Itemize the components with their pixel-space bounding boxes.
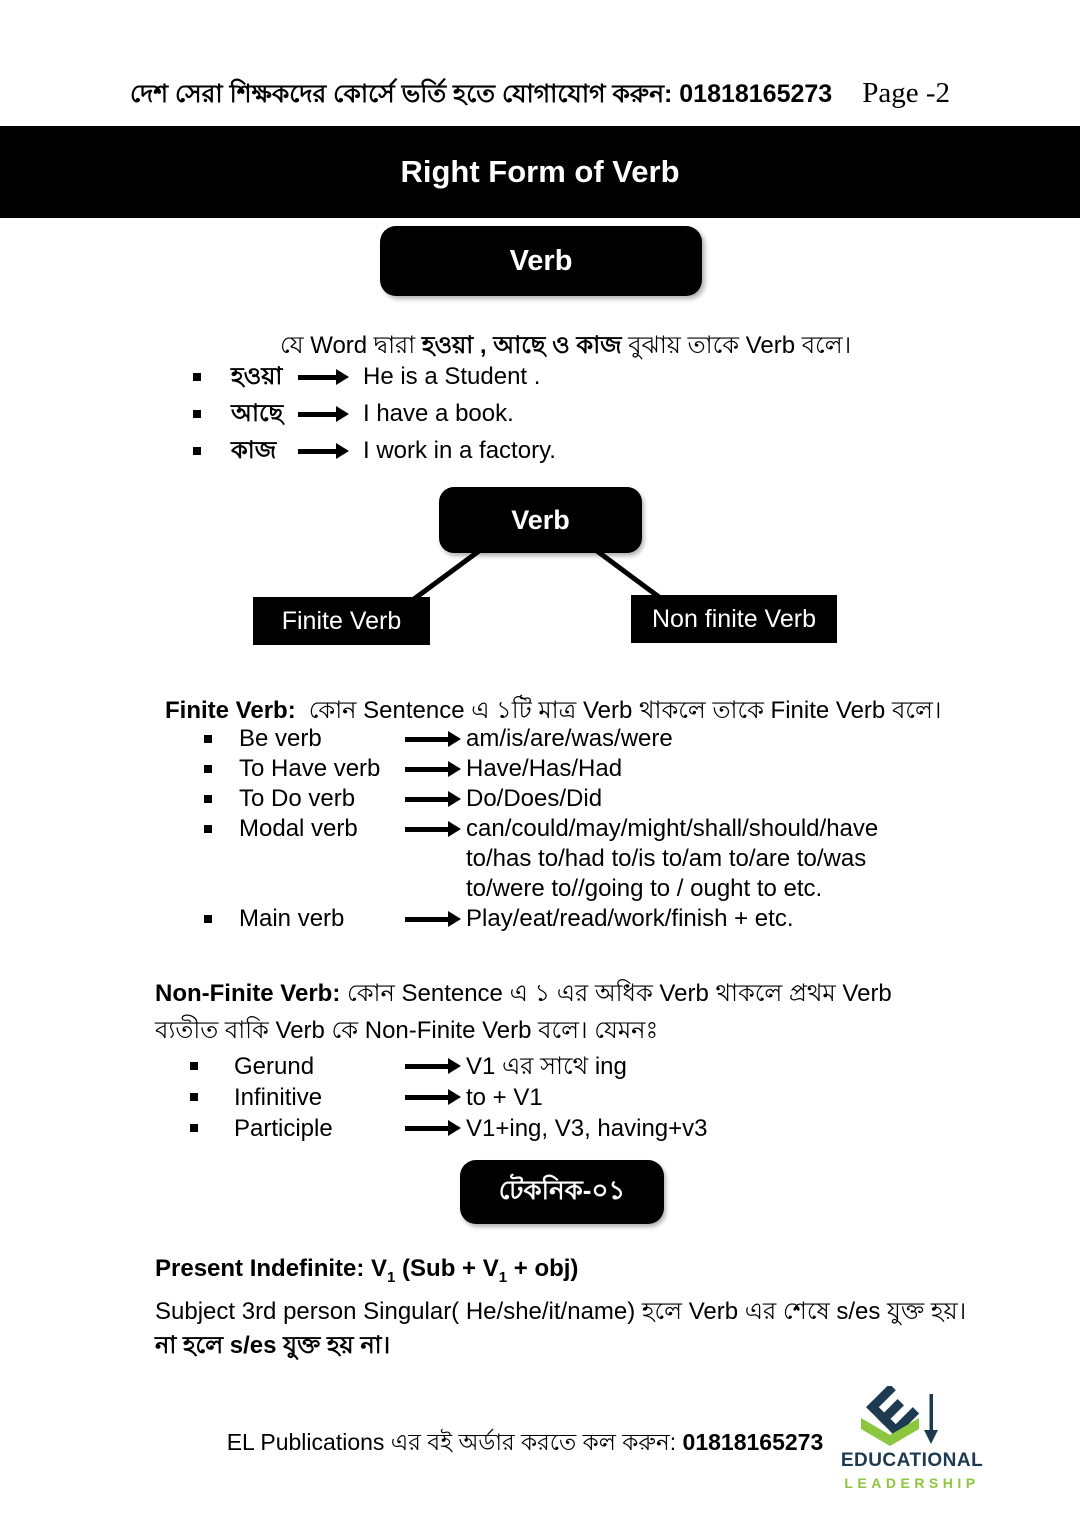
logo-text-educational: EDUCATIONAL — [840, 1450, 984, 1471]
subscript-1: 1 — [498, 1268, 508, 1286]
verb-example-list — [193, 362, 556, 473]
educational-leadership-logo-icon — [837, 1386, 987, 1448]
footer-order-text: EL Publications এর বই অর্ডার করতে কল করুন: — [226, 1429, 683, 1455]
diagram-root-verb-box — [439, 487, 642, 553]
list-item — [204, 784, 974, 814]
heading-text: Present Indefinite: V — [155, 1255, 388, 1282]
finite-verb-description: কোন Sentence এ ১টি মাত্র Verb থাকলে তাকে Finite Verb বলে। — [308, 697, 942, 724]
bullet-square-icon — [204, 915, 212, 923]
nonfinite-verb-heading: Non-Finite Verb: — [155, 980, 341, 1007]
right-arrow-icon — [405, 1064, 449, 1069]
verb-type-value: V1 এর সাথে ing — [466, 1053, 627, 1080]
verb-type-value: Do/Does/Did — [466, 785, 603, 812]
right-arrow-icon — [298, 449, 337, 454]
technique-01-box — [460, 1160, 664, 1224]
example-sentence: I work in a factory. — [363, 437, 556, 464]
page-header — [0, 74, 1080, 117]
header-contact-text: দেশ সেরা শিক্ষকদের কোর্সে ভর্তি হতে যোগাযোগ করুন: 01818165273 — [130, 80, 833, 108]
verb-type-value: Have/Has/Had — [466, 755, 623, 782]
verb-type-value: am/is/are/was/were — [466, 725, 673, 752]
diagram-nonfinite-verb-box — [631, 595, 837, 643]
diagram-finite-label: Finite Verb — [281, 606, 402, 635]
example-term: হওয়া — [231, 363, 283, 390]
verb-type-value: can/could/may/might/shall/should/have to/has to/had to/is to/am to/are to/was to/were to//going to / ought to etc. — [466, 815, 879, 902]
verb-heading-box — [380, 226, 702, 296]
bullet-square-icon — [190, 1124, 198, 1132]
example-term: কাজ — [231, 437, 277, 464]
verb-type-label: Be verb — [239, 725, 322, 752]
list-item — [193, 362, 556, 391]
nonfinite-verb-description: কোন Sentence এ ১ এর অধিক Verb থাকলে প্রথম Verb ব্যতীত বাকি Verb কে Non-Finite Verb বলে। যেমনঃ — [155, 980, 892, 1044]
example-sentence: I have a book. — [363, 400, 514, 427]
list-item — [204, 754, 974, 784]
bullet-square-icon — [193, 373, 201, 381]
verb-type-value: V1+ing, V3, having+v3 — [466, 1115, 708, 1142]
bullet-square-icon — [190, 1062, 198, 1070]
present-indefinite-rule-line: Subject 3rd person Singular( He/she/it/name) হলে Verb এর শেষে s/es যুক্ত হয়। — [155, 1297, 967, 1325]
finite-verb-list — [204, 724, 974, 934]
diagram-root-label: Verb — [511, 504, 570, 535]
subscript-1: 1 — [387, 1268, 396, 1286]
verb-definition-post: বুঝায় তাকে Verb বলে। — [621, 332, 852, 359]
example-sentence: He is a Student . — [363, 363, 541, 390]
footer-phone-number: 01818165273 — [682, 1429, 824, 1455]
right-arrow-icon — [405, 827, 449, 832]
nonfinite-verb-list — [190, 1051, 970, 1144]
page-title: Right Form of Verb — [400, 154, 680, 189]
list-item — [204, 724, 974, 754]
bullet-square-icon — [204, 795, 212, 803]
verb-type-label: Participle — [234, 1115, 333, 1142]
list-item — [190, 1082, 970, 1113]
educational-leadership-logo — [836, 1386, 988, 1491]
list-item — [204, 904, 974, 934]
page-number-label: Page -2 — [862, 77, 950, 109]
right-arrow-icon — [298, 412, 337, 417]
bullet-square-icon — [190, 1093, 198, 1101]
list-item — [193, 436, 556, 465]
bullet-square-icon — [204, 825, 212, 833]
heading-text: (Sub + V — [395, 1255, 499, 1282]
verb-type-label: Modal verb — [239, 815, 358, 842]
present-indefinite-exception-line: না হলে s/es যুক্ত হয় না। — [155, 1331, 391, 1359]
list-item — [204, 814, 974, 904]
diagram-finite-verb-box — [253, 597, 430, 645]
bullet-square-icon — [193, 447, 201, 455]
verb-definition — [280, 327, 851, 367]
right-arrow-icon — [405, 767, 449, 772]
verb-type-label: Gerund — [234, 1053, 315, 1080]
right-arrow-icon — [405, 1095, 449, 1100]
right-arrow-icon — [405, 917, 449, 922]
heading-text: + obj) — [507, 1255, 579, 1282]
verb-type-label: Main verb — [239, 905, 345, 932]
verb-classification-diagram — [0, 487, 1080, 647]
verb-definition-bold: হওয়া , আছে ও কাজ — [421, 332, 622, 359]
right-arrow-icon — [405, 737, 449, 742]
verb-heading-label: Verb — [509, 244, 573, 277]
bullet-square-icon — [204, 735, 212, 743]
right-arrow-icon — [405, 1126, 449, 1131]
bullet-square-icon — [193, 410, 201, 418]
title-banner — [0, 126, 1080, 218]
verb-type-label: To Have verb — [239, 755, 381, 782]
list-item — [193, 399, 556, 428]
verb-definition-pre: যে Word দ্বারা — [280, 332, 422, 359]
right-arrow-icon — [405, 797, 449, 802]
verb-type-label: To Do verb — [239, 785, 356, 812]
list-item — [190, 1113, 970, 1144]
present-indefinite-rule — [155, 1252, 995, 1363]
technique-01-label: টেকনিক-০১ — [498, 1175, 626, 1205]
nonfinite-verb-heading-line — [155, 975, 955, 1049]
example-term: আছে — [231, 400, 284, 427]
verb-type-value: Play/eat/read/work/finish + etc. — [466, 905, 794, 932]
verb-type-label: Infinitive — [234, 1084, 323, 1111]
right-arrow-icon — [298, 375, 337, 380]
finite-verb-heading: Finite Verb: — [165, 697, 296, 724]
diagram-nonfinite-label: Non finite Verb — [652, 604, 816, 633]
list-item — [190, 1051, 970, 1082]
present-indefinite-heading — [155, 1252, 995, 1295]
verb-type-value: to + V1 — [466, 1084, 543, 1111]
logo-text-leadership: LEADERSHIP — [844, 1475, 980, 1491]
bullet-square-icon — [204, 765, 212, 773]
